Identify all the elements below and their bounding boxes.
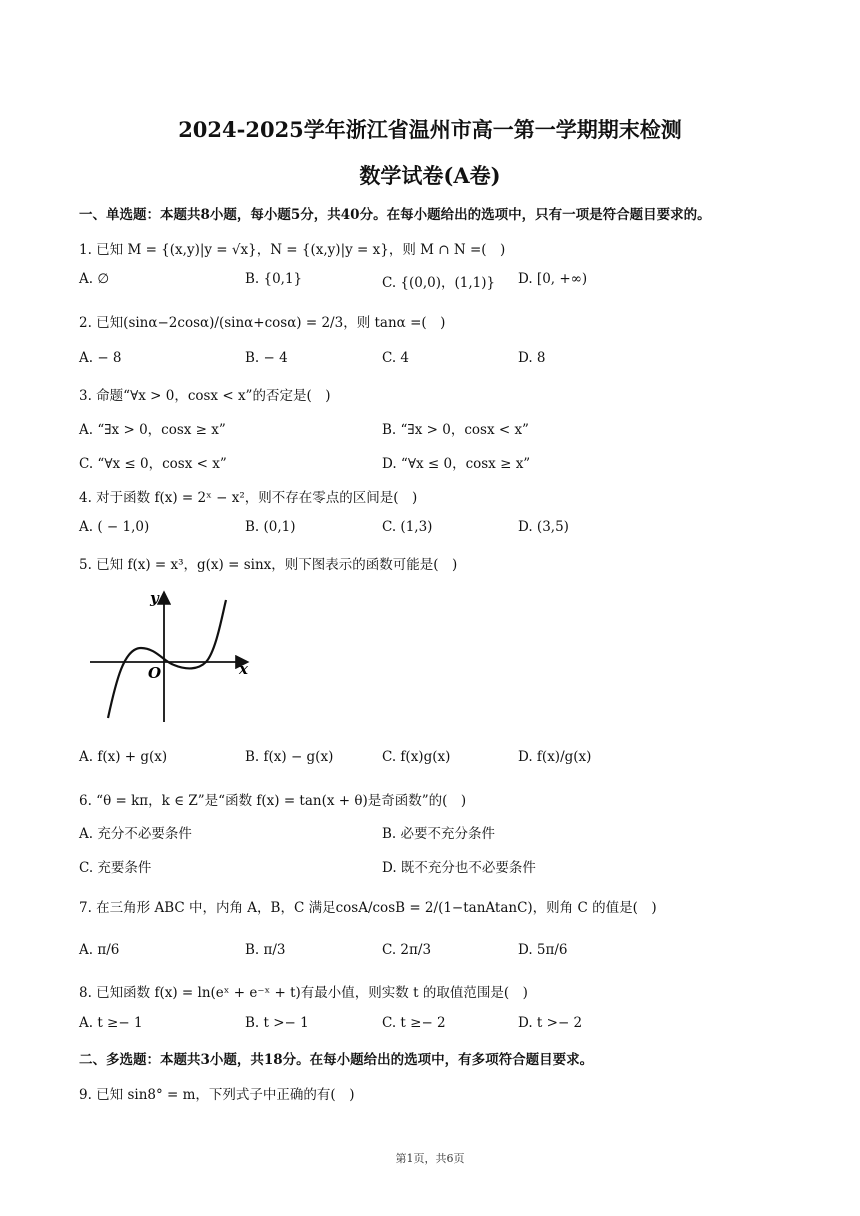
function-graph bbox=[86, 586, 256, 726]
q1-option-c: C. {(0,0)，(1,1)} bbox=[382, 275, 496, 291]
q4-option-a: A. ( − 1,0) bbox=[79, 519, 150, 535]
q4-option-b: B. (0,1) bbox=[245, 519, 296, 535]
question-1: 1. 已知 M = {(x,y)|y = √x}，N = {(x,y)|y = x}，则 M ∩ N =( ) bbox=[79, 242, 506, 258]
page-subtitle: 数学试卷(A卷) bbox=[359, 163, 501, 188]
question-5: 5. 已知 f(x) = x³，g(x) = sinx，则下图表示的函数可能是( ) bbox=[79, 557, 458, 573]
q7-option-a: A. π/6 bbox=[79, 942, 120, 958]
x-axis-label: x bbox=[239, 660, 248, 678]
q2-option-a: A. − 8 bbox=[79, 350, 122, 366]
question-3: 3. 命题“∀x > 0，cosx < x”的否定是( ) bbox=[79, 388, 331, 404]
q4-option-d: D. (3,5) bbox=[518, 519, 569, 535]
origin-label: O bbox=[148, 664, 162, 682]
q2-option-b: B. − 4 bbox=[245, 350, 288, 366]
q8-option-a: A. t ≥− 1 bbox=[79, 1015, 143, 1031]
function-graph-svg bbox=[86, 586, 256, 726]
q3-option-c: C. “∀x ≤ 0，cosx < x” bbox=[79, 456, 227, 472]
question-8: 8. 已知函数 f(x) = ln(eˣ + e⁻ˣ + t)有最小值，则实数 t 的取值范围是( ) bbox=[79, 985, 528, 1001]
q7-option-b: B. π/3 bbox=[245, 942, 286, 958]
q3-option-b: B. “∃x > 0，cosx < x” bbox=[382, 422, 529, 438]
q3-option-a: A. “∃x > 0，cosx ≥ x” bbox=[79, 422, 226, 438]
function-curve bbox=[108, 600, 226, 718]
section-single-choice: 一、单选题：本题共8小题，每小题5分，共40分。在每小题给出的选项中，只有一项是符合题目要求的。 bbox=[79, 207, 711, 223]
q6-option-a: A. 充分不必要条件 bbox=[79, 826, 192, 842]
q7-option-c: C. 2π/3 bbox=[382, 942, 432, 958]
q6-option-d: D. 既不充分也不必要条件 bbox=[382, 860, 536, 876]
q5-option-b: B. f(x) − g(x) bbox=[245, 749, 334, 765]
page-footer: 第1页，共6页 bbox=[395, 1152, 465, 1165]
q1-option-b: B. {0,1} bbox=[245, 271, 303, 287]
q7-option-d: D. 5π/6 bbox=[518, 942, 568, 958]
q6-option-c: C. 充要条件 bbox=[79, 860, 152, 876]
q8-option-c: C. t ≥− 2 bbox=[382, 1015, 446, 1031]
q6-option-b: B. 必要不充分条件 bbox=[382, 826, 496, 842]
question-9: 9. 已知 sin8° = m，下列式子中正确的有( ) bbox=[79, 1087, 355, 1103]
q1-option-d: D. [0, +∞) bbox=[518, 271, 588, 287]
q8-option-b: B. t >− 1 bbox=[245, 1015, 309, 1031]
q2-option-d: D. 8 bbox=[518, 350, 546, 366]
section-multi-choice: 二、多选题：本题共3小题，共18分。在每小题给出的选项中，有多项符合题目要求。 bbox=[79, 1052, 594, 1068]
question-6: 6. “θ = kπ，k ∈ Z”是“函数 f(x) = tan(x + θ)是奇函数”的( ) bbox=[79, 793, 467, 809]
q5-option-a: A. f(x) + g(x) bbox=[79, 749, 168, 765]
q5-option-d: D. f(x)/g(x) bbox=[518, 749, 592, 765]
question-2: 2. 已知(sinα−2cosα)/(sinα+cosα) = 2/3，则 tanα =( ) bbox=[79, 315, 446, 331]
page-title: 2024-2025学年浙江省温州市高一第一学期期末检测 bbox=[178, 117, 682, 142]
q2-option-c: C. 4 bbox=[382, 350, 410, 366]
q4-option-c: C. (1,3) bbox=[382, 519, 433, 535]
question-7: 7. 在三角形 ABC 中，内角 A，B，C 满足cosA/cosB = 2/(1−tanAtanC)，则角 C 的值是( ) bbox=[79, 900, 657, 916]
question-4: 4. 对于函数 f(x) = 2ˣ − x²，则不存在零点的区间是( ) bbox=[79, 490, 418, 506]
q5-option-c: C. f(x)g(x) bbox=[382, 749, 451, 765]
q3-option-d: D. “∀x ≤ 0，cosx ≥ x” bbox=[382, 456, 531, 472]
y-axis-label: y bbox=[150, 589, 159, 607]
q8-option-d: D. t >− 2 bbox=[518, 1015, 583, 1031]
q1-option-a: A. ∅ bbox=[79, 271, 110, 287]
